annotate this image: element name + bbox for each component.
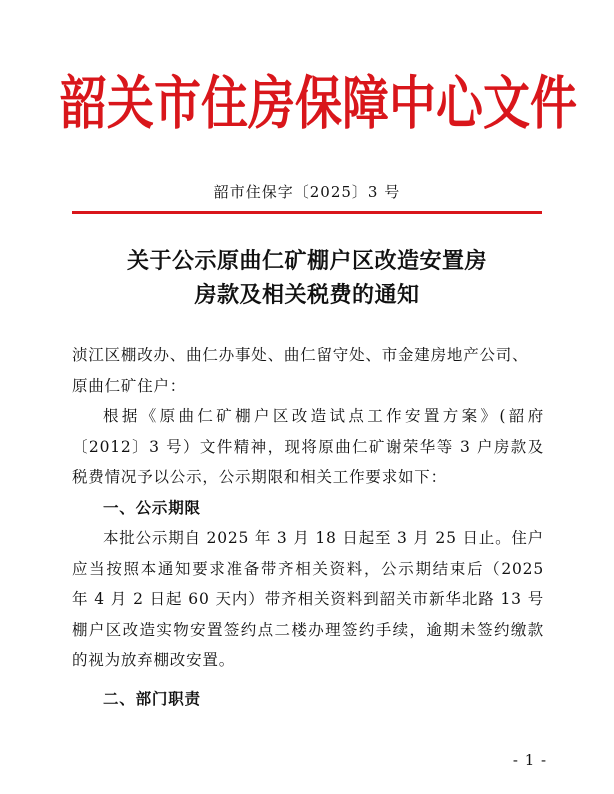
document-body — [72, 340, 544, 714]
section-1-heading: 一、公示期限 — [103, 497, 201, 517]
masthead-title: 韶关市住房保障中心文件 — [60, 70, 577, 138]
intro-paragraph: 根据《原曲仁矿棚户区改造试点工作安置方案》(韶府〔2012〕3 号）文件精神，现将原曲仁矿谢荣华等 3 户房款及税费情况予以公示，公示期限和相关工作要求如下： — [72, 407, 544, 486]
recipients-line-2: 原曲仁矿住户： — [72, 376, 187, 395]
notice-title-line-2: 房款及相关税费的通知 — [194, 282, 420, 308]
notice-title — [0, 244, 614, 312]
page-number: - 1 - — [512, 751, 548, 769]
section-2-heading: 二、部门职责 — [103, 688, 201, 708]
section-1-paragraph: 本批公示期自 2025 年 3 月 18 日起至 3 月 25 日止。住户应当按照本通知要求准备带齐相关资料，公示期结束后（2025 年 4 月 2 日起 60 天内）带齐相关资料到韶关市新华北路 13 号棚户区改造实物安置签约点二楼办理签约手续，逾期未签约缴款的视为放弃棚改安置。 — [72, 529, 544, 669]
document-number: 韶市住保字〔2025〕3 号 — [213, 183, 401, 201]
recipients-line-1: 浈江区棚改办、曲仁办事处、曲仁留守处、市金建房地产公司、 — [72, 346, 529, 364]
red-divider-line — [72, 211, 542, 214]
notice-title-line-1: 关于公示原曲仁矿棚户区改造安置房 — [126, 248, 487, 274]
